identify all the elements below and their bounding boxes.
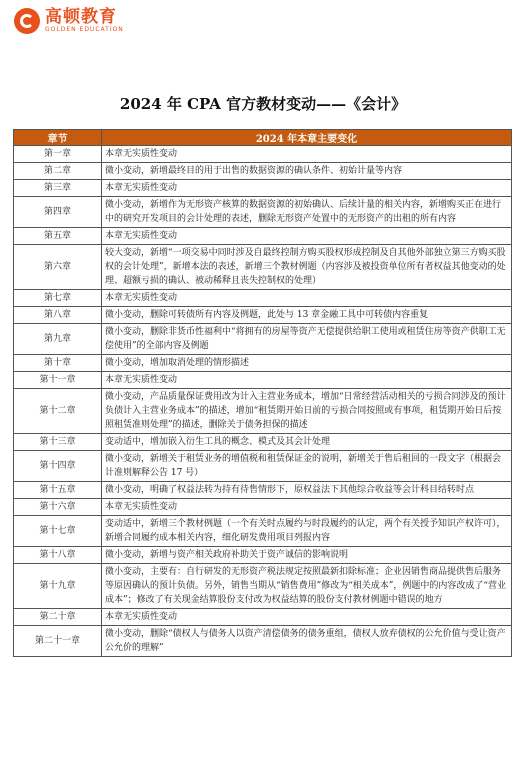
table-row	[14, 163, 512, 180]
change-cell: 微小变动，删除“债权人与债务人以资产清偿债务的债务重组，债权人放弃债权的公允价值与受让资产公允价的理解”	[102, 626, 512, 657]
logo-mark-icon	[14, 8, 40, 34]
table-row	[14, 324, 512, 355]
chapter-cell: 第十七章	[14, 516, 102, 547]
logo-name-en: GOLDEN EDUCATION	[45, 26, 124, 33]
chapter-cell: 第二十章	[14, 609, 102, 626]
change-cell: 微小变动，产品质量保证费用改为计入主营业务成本，增加“日常经营活动相关的亏损合同涉及的预计负债计入主营业务成本”的描述，增加“租赁期开始日前的亏损合同按照或有事项，租赁期开始日后按照租赁准则处理”的描述，删除关于债务担保的描述	[102, 389, 512, 434]
change-cell: 本章无实质性变动	[102, 228, 512, 245]
table-row	[14, 197, 512, 228]
change-cell: 微小变动，主要有：自行研发的无形资产税法规定按照最新扣除标准；企业因销售商品提供售后服务等原因确认的预计负债。另外，销售当期从“销售费用”修改为“相关成本”，例题中的内容改成了“营业成本”；修改了有关现金结算股份支付改为权益结算的股份支付教材例题中错误的地方	[102, 564, 512, 609]
chapter-cell: 第二章	[14, 163, 102, 180]
change-cell: 微小变动，删除非货币性福利中“将拥有的房屋等资产无偿提供给职工使用或租赁住房等资产供职工无偿使用”的全部内容及例题	[102, 324, 512, 355]
chapter-cell: 第九章	[14, 324, 102, 355]
table-body	[14, 146, 512, 657]
table-row	[14, 547, 512, 564]
change-cell: 本章无实质性变动	[102, 180, 512, 197]
change-cell: 微小变动，增加取消处理的情形描述	[102, 355, 512, 372]
chapter-cell: 第七章	[14, 290, 102, 307]
table-row	[14, 564, 512, 609]
table-row	[14, 245, 512, 290]
change-cell: 微小变动，明确了权益法转为持有待售情形下，原权益法下其他综合收益等会计科目结转时点	[102, 482, 512, 499]
table-row	[14, 355, 512, 372]
page-title: 2024 年 CPA 官方教材变动——《会计》	[119, 95, 407, 113]
change-cell: 微小变动，新增最终目的用于出售的数据资源的确认条件、初始计量等内容	[102, 163, 512, 180]
change-cell: 本章无实质性变动	[102, 609, 512, 626]
table-row	[14, 482, 512, 499]
header-chapter: 章节	[14, 130, 102, 146]
change-cell: 本章无实质性变动	[102, 499, 512, 516]
chapter-cell: 第十二章	[14, 389, 102, 434]
chapter-cell: 第二十一章	[14, 626, 102, 657]
table-row	[14, 372, 512, 389]
chapter-cell: 第六章	[14, 245, 102, 290]
chapter-cell: 第三章	[14, 180, 102, 197]
chapter-cell: 第八章	[14, 307, 102, 324]
chapter-cell: 第四章	[14, 197, 102, 228]
table-row	[14, 516, 512, 547]
table-header-row	[14, 130, 512, 146]
change-cell: 变动适中，新增三个教材例题（一个有关时点履约与时段履约的认定，两个有关授予知识产权许可），新增合同履约成本相关内容，细化研发费用项目列报内容	[102, 516, 512, 547]
table-row	[14, 626, 512, 657]
table-row	[14, 146, 512, 163]
logo-text	[45, 8, 124, 34]
change-cell: 微小变动，删除可转债所有内容及例题，此处与 13 章金融工具中可转债内容重复	[102, 307, 512, 324]
table-row	[14, 434, 512, 451]
table-row	[14, 499, 512, 516]
change-cell: 微小变动，新增作为无形资产核算的数据资源的初始确认、后续计量的相关内容，新增购买正在进行中的研究开发项目的会计处理的表述，删除无形资产处置中的无形资产的出租的所有内容	[102, 197, 512, 228]
chapter-cell: 第十章	[14, 355, 102, 372]
change-cell: 本章无实质性变动	[102, 290, 512, 307]
chapter-cell: 第十八章	[14, 547, 102, 564]
table-row	[14, 389, 512, 434]
table-row	[14, 307, 512, 324]
chapter-cell: 第五章	[14, 228, 102, 245]
chapter-cell: 第一章	[14, 146, 102, 163]
chapter-cell: 第十一章	[14, 372, 102, 389]
change-cell: 本章无实质性变动	[102, 372, 512, 389]
table-row	[14, 290, 512, 307]
table-row	[14, 180, 512, 197]
table-row	[14, 451, 512, 482]
chapter-cell: 第十六章	[14, 499, 102, 516]
chapter-cell: 第十九章	[14, 564, 102, 609]
chapter-cell: 第十四章	[14, 451, 102, 482]
changes-table	[13, 129, 512, 657]
header-changes: 2024 年本章主要变化	[102, 130, 512, 146]
change-cell: 微小变动，新增与资产相关政府补助关于资产诚信的影响说明	[102, 547, 512, 564]
change-cell: 微小变动，新增关于租赁业务的增值税和租赁保证金的说明，新增关于售后租回的一段文字（根据会计准则解释公告 17 号）	[102, 451, 512, 482]
change-cell: 较大变动，新增“一项交易中同时涉及自最终控制方购买股权形成控制及自其他外部独立第三方购买股权的会计处理”，新增本法的表述，新增三个教材例题（内容涉及被投资单位所有者权益其他变动的处理、超额亏损的确认、被动稀释且丧失控制权的处理）	[102, 245, 512, 290]
table-row	[14, 228, 512, 245]
logo-name-cn: 高顿教育	[45, 7, 117, 27]
brand-logo	[14, 8, 124, 34]
chapter-cell: 第十五章	[14, 482, 102, 499]
change-cell: 本章无实质性变动	[102, 146, 512, 163]
change-cell: 变动适中，增加嵌入衍生工具的概念、模式及其会计处理	[102, 434, 512, 451]
chapter-cell: 第十三章	[14, 434, 102, 451]
table-row	[14, 609, 512, 626]
